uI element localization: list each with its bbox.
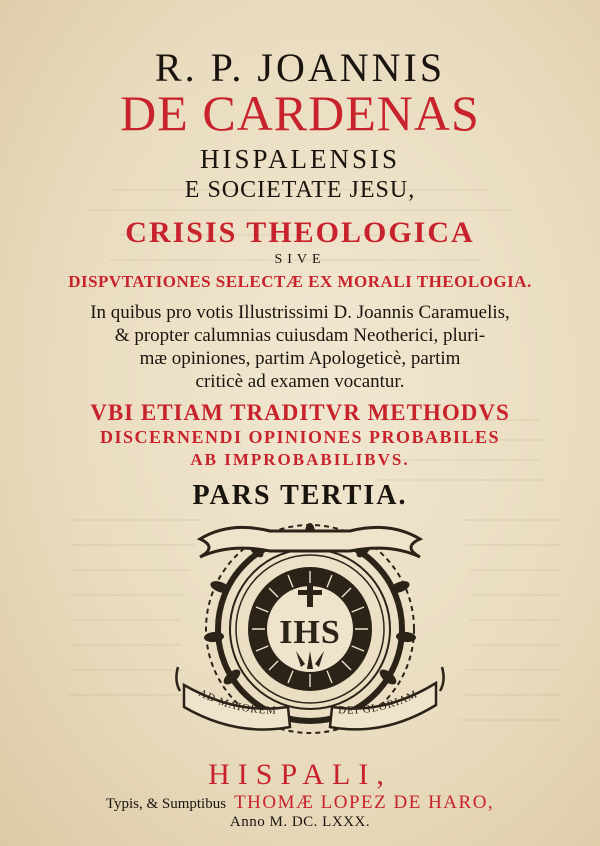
emblem-monogram: IHS	[279, 614, 341, 651]
method-line: DISCERNENDI OPINIONES PROBABILES	[99, 427, 501, 447]
body-line: In quibus pro votis Illustrissimi D. Joannis Caramuelis,	[90, 302, 510, 323]
religious-order: E SOCIETATE JESU,	[184, 177, 416, 203]
motto-right: DEI GLORIAM	[337, 688, 420, 717]
imprint-city: HISPALI,	[208, 758, 392, 791]
author-first-line: R. P. JOANNIS	[154, 45, 446, 90]
method-line: AB IMPROBABILIBVS.	[190, 450, 410, 469]
conjunction-sive: SIVE	[274, 252, 326, 267]
book-subtitle: DISPVTATIONES SELECTÆ EX MORALI THEOLOGIA.	[68, 272, 532, 291]
imprint-prefix: Typis, & Sumptibus	[105, 796, 227, 812]
imprint-line	[0, 793, 600, 812]
body-line: criticè ad examen vocantur.	[195, 371, 405, 392]
author-surname: DE CARDENAS	[120, 85, 480, 141]
body-line: & propter calumnias cuiusdam Neotherici, pluri-	[114, 325, 486, 346]
author-origin: HISPALENSIS	[199, 144, 401, 174]
body-line: mæ opiniones, partim Apologeticè, partim	[139, 348, 461, 369]
publisher-name: THOMÆ LOPEZ DE HARO,	[234, 792, 495, 813]
method-line: VBI ETIAM TRADITVR METHODVS	[90, 400, 510, 425]
publication-year: Anno M. DC. LXXX.	[229, 814, 371, 830]
part-heading: PARS TERTIA.	[192, 480, 408, 511]
book-title: CRISIS THEOLOGICA	[125, 216, 475, 249]
motto-left: AD MAIOREM	[196, 687, 277, 717]
ihs-christogram-icon	[170, 517, 450, 747]
